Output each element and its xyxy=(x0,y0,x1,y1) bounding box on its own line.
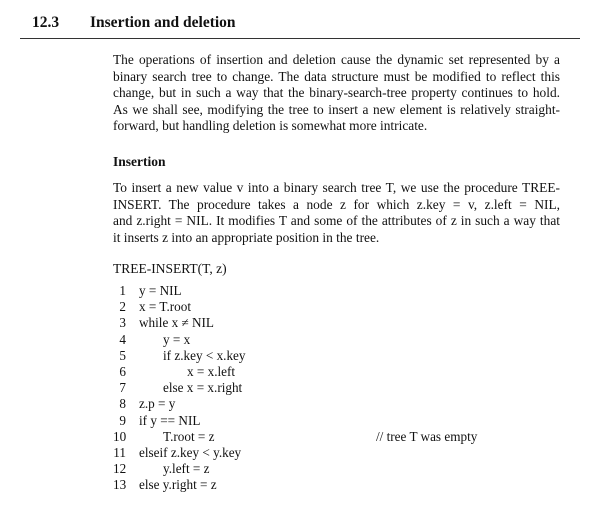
code-line xyxy=(113,348,573,364)
code-statement: y.left = z xyxy=(163,461,210,477)
section-header xyxy=(20,8,580,39)
code-statement: z.p = y xyxy=(139,396,176,412)
line-number: 8 xyxy=(119,396,126,412)
code-line xyxy=(113,315,573,331)
code-statement: while x ≠ NIL xyxy=(139,315,214,331)
section-number: 12.3 xyxy=(32,14,60,31)
code-line xyxy=(113,445,573,461)
code-statement: y = NIL xyxy=(139,283,182,298)
code-statement: x = x.left xyxy=(187,363,236,379)
code-line xyxy=(113,380,573,396)
insertion-paragraph xyxy=(113,180,560,246)
line-number: 5 xyxy=(119,347,126,363)
line-number: 9 xyxy=(119,412,126,428)
intro-line: change, but in such a way that the binary-search-tree property continues to hold. xyxy=(113,85,560,101)
code-line xyxy=(113,413,573,429)
line-number: 2 xyxy=(119,299,126,315)
line-number: 7 xyxy=(119,380,126,396)
intro-line: As we shall see, modifying the tree to insert a new element is relatively straight- xyxy=(113,101,560,117)
code-line xyxy=(113,429,573,445)
line-number: 4 xyxy=(119,331,126,347)
insertion-line: To insert a new value v into a binary search tree T, we use the procedure TREE- xyxy=(113,180,560,195)
code-statement: elseif z.key < y.key xyxy=(139,444,242,460)
code-statement: T.root = z xyxy=(163,428,215,444)
code-line xyxy=(113,299,573,315)
code-comment: // tree T was empty xyxy=(376,428,478,444)
code-statement: x = T.root xyxy=(139,299,192,315)
code-statement: else x = x.right xyxy=(163,380,243,396)
intro-line: The operations of insertion and deletion cause the dynamic set represented by a xyxy=(113,52,560,67)
code-statement: if z.key < x.key xyxy=(163,347,246,363)
code-statement: else y.right = z xyxy=(139,477,217,493)
insertion-line: INSERT. The procedure takes a node z for which z.key = v, z.left = NIL, xyxy=(113,196,560,212)
line-number: 11 xyxy=(113,444,126,460)
line-number: 10 xyxy=(113,428,127,444)
line-number: 3 xyxy=(119,315,126,331)
intro-paragraph xyxy=(113,52,560,135)
code-line xyxy=(113,477,573,493)
pseudocode-block xyxy=(113,283,573,493)
code-statement: if y == NIL xyxy=(139,412,201,428)
code-line xyxy=(113,461,573,477)
subsection-title: Insertion xyxy=(113,154,166,169)
line-number: 1 xyxy=(119,283,126,298)
insertion-line: and z.right = NIL. It modifies T and some of the attributes of z in such a way that xyxy=(113,213,560,229)
algorithm-title: TREE-INSERT(T, z) xyxy=(113,261,227,276)
line-number: 13 xyxy=(113,477,127,493)
intro-line: binary search tree to change. The data structure must be modified to reflect this xyxy=(113,68,560,84)
line-number: 12 xyxy=(113,461,127,477)
code-line xyxy=(113,396,573,412)
code-statement: y = x xyxy=(163,331,191,347)
section-title: Insertion and deletion xyxy=(90,14,236,31)
line-number: 6 xyxy=(119,363,126,379)
insertion-line: it inserts z into an appropriate position in the tree. xyxy=(113,229,380,245)
code-line xyxy=(113,283,573,299)
code-line xyxy=(113,364,573,380)
code-line xyxy=(113,332,573,348)
intro-line: forward, but handling deletion is somewhat more intricate. xyxy=(113,118,428,134)
